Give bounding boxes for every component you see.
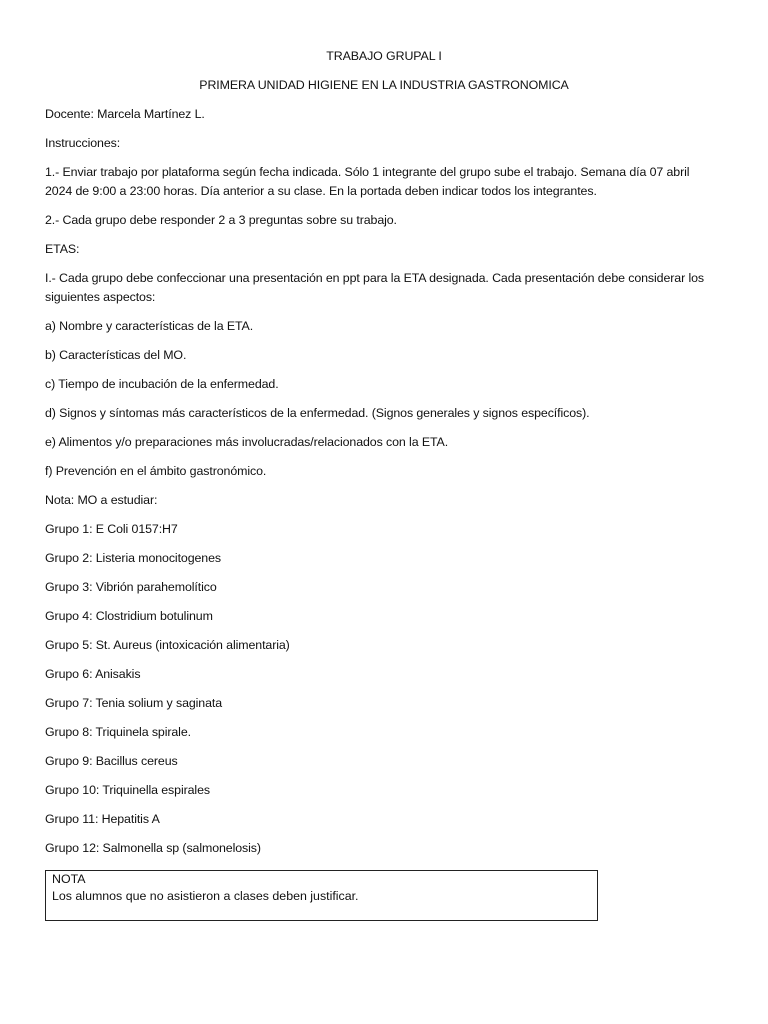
group-item: Grupo 1: E Coli 0157:H7 — [45, 522, 178, 536]
document-title: TRABAJO GRUPAL I — [326, 49, 442, 63]
teacher-line: Docente: Marcela Martínez L. — [45, 107, 205, 121]
aspect-item: e) Alimentos y/o preparaciones más involucradas/relacionados con la ETA. — [45, 435, 449, 449]
instruction-1-line-1: 1.- Enviar trabajo por plataforma según fecha indicada. Sólo 1 integrante del grupo sube el trabajo. Semana día 07 abril — [45, 165, 690, 179]
group-item: Grupo 9: Bacillus cereus — [45, 754, 178, 768]
group-item: Grupo 7: Tenia solium y saginata — [45, 696, 223, 710]
group-item: Grupo 2: Listeria monocitogenes — [45, 551, 221, 565]
aspect-item: a) Nombre y características de la ETA. — [45, 319, 254, 333]
etas-intro-line-1: I.- Cada grupo debe confeccionar una presentación en ppt para la ETA designada. Cada presentación debe considerar los — [45, 271, 704, 285]
note-box-title: NOTA — [52, 872, 86, 886]
aspect-item: f) Prevención en el ámbito gastronómico. — [45, 464, 267, 478]
document-subtitle: PRIMERA UNIDAD HIGIENE EN LA INDUSTRIA GASTRONOMICA — [199, 78, 569, 92]
instruction-1-line-2: 2024 de 9:00 a 23:00 horas. Día anterior a su clase. En la portada deben indicar todos los integrantes. — [45, 184, 597, 198]
group-item: Grupo 3: Vibrión parahemolítico — [45, 580, 217, 594]
aspect-item: c) Tiempo de incubación de la enfermedad. — [45, 377, 279, 391]
group-item: Grupo 10: Triquinella espirales — [45, 783, 210, 797]
group-item: Grupo 5: St. Aureus (intoxicación alimentaria) — [45, 638, 290, 652]
note-box-text: Los alumnos que no asistieron a clases deben justificar. — [52, 889, 359, 903]
etas-intro-line-2: siguientes aspectos: — [45, 290, 156, 304]
mo-heading: Nota: MO a estudiar: — [45, 493, 158, 507]
instruction-2: 2.- Cada grupo debe responder 2 a 3 preguntas sobre su trabajo. — [45, 213, 397, 227]
aspect-item: d) Signos y síntomas más característicos de la enfermedad. (Signos generales y signos específicos). — [45, 406, 590, 420]
etas-heading: ETAS: — [45, 242, 80, 256]
group-item: Grupo 4: Clostridium botulinum — [45, 609, 213, 623]
group-item: Grupo 6: Anisakis — [45, 667, 141, 681]
group-item: Grupo 8: Triquinela spirale. — [45, 725, 191, 739]
instructions-heading: Instrucciones: — [45, 136, 121, 150]
group-item: Grupo 12: Salmonella sp (salmonelosis) — [45, 841, 261, 855]
group-item: Grupo 11: Hepatitis A — [45, 812, 160, 826]
aspect-item: b) Características del MO. — [45, 348, 187, 362]
note-box — [45, 870, 598, 921]
